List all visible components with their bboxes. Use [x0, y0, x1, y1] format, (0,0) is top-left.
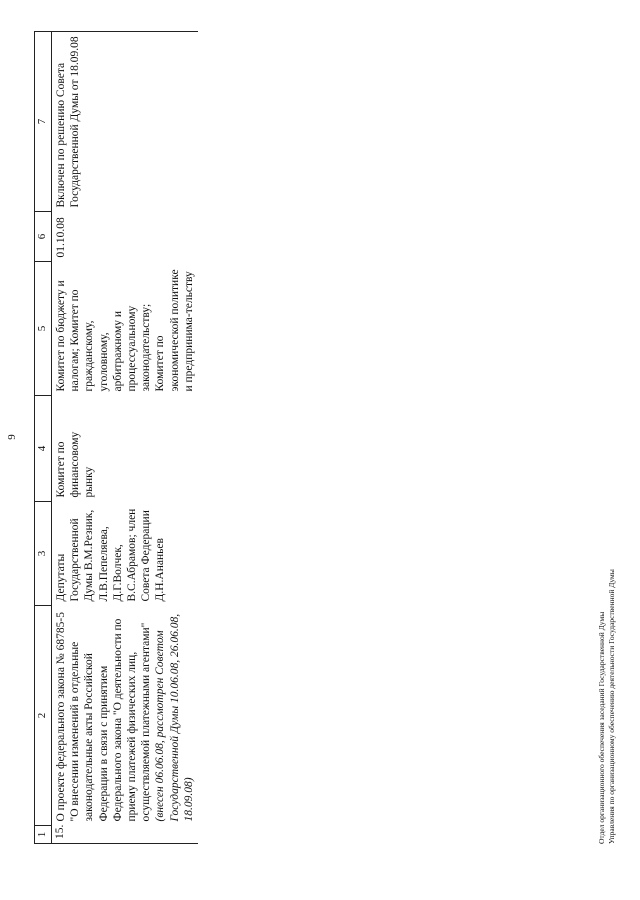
bills-table [34, 31, 198, 844]
bill-note: (внесен 06.06.08, рассмотрен Советом Государственной Думы 10.06.08, 26.06.08, 18.09.08) [154, 613, 195, 822]
header-col-6: 6 [35, 212, 52, 262]
page-number: 9 [6, 434, 18, 440]
date-cell: 01.10.08 [52, 212, 199, 262]
co-committees-cell: Комитет по бюджету и налогам; Комитет по гражданскому, уголовному, арбитражному и процессуальному законодательству; Комитет по экономической политике и предпринима-тельству [52, 262, 199, 396]
bill-name: "О внесении изменений в отдельные законодательные акты Российской Федерации в связи с принятием Федерального закона "О деятельности по приему платежей физических лиц, осуществляемой платежными агентами" [69, 618, 153, 822]
bill-title: О проекте федерального закона № 68785-5 [55, 612, 67, 822]
header-col-3: 3 [35, 502, 52, 606]
header-col-1: 1 [35, 826, 52, 844]
header-col-5: 5 [35, 262, 52, 396]
header-row [35, 32, 52, 844]
table-row [52, 32, 199, 844]
footer [597, 569, 617, 844]
responsible-committee-cell: Комитет по финансовому рынку [52, 396, 199, 502]
row-number: 15. [52, 826, 199, 844]
header-col-4: 4 [35, 396, 52, 502]
footer-line-1: Отдел организационного обеспечения заседаний Государственной Думы [597, 611, 606, 844]
header-col-7: 7 [35, 32, 52, 212]
footer-line-2: Управления по организационному обеспечению деятельности Государственной Думы [607, 569, 616, 844]
status-cell: Включен по решению Совета Государственной Думы от 18.09.08 [52, 32, 199, 212]
bill-cell [52, 606, 199, 826]
header-col-2: 2 [35, 606, 52, 826]
authors-cell: Депутаты Государственной Думы В.М.Резник, Л.В.Пепеляева, Д.Г.Волчек, В.С.Абрамов; член Совета Федерации Д.Н.Ананьев [52, 502, 199, 606]
